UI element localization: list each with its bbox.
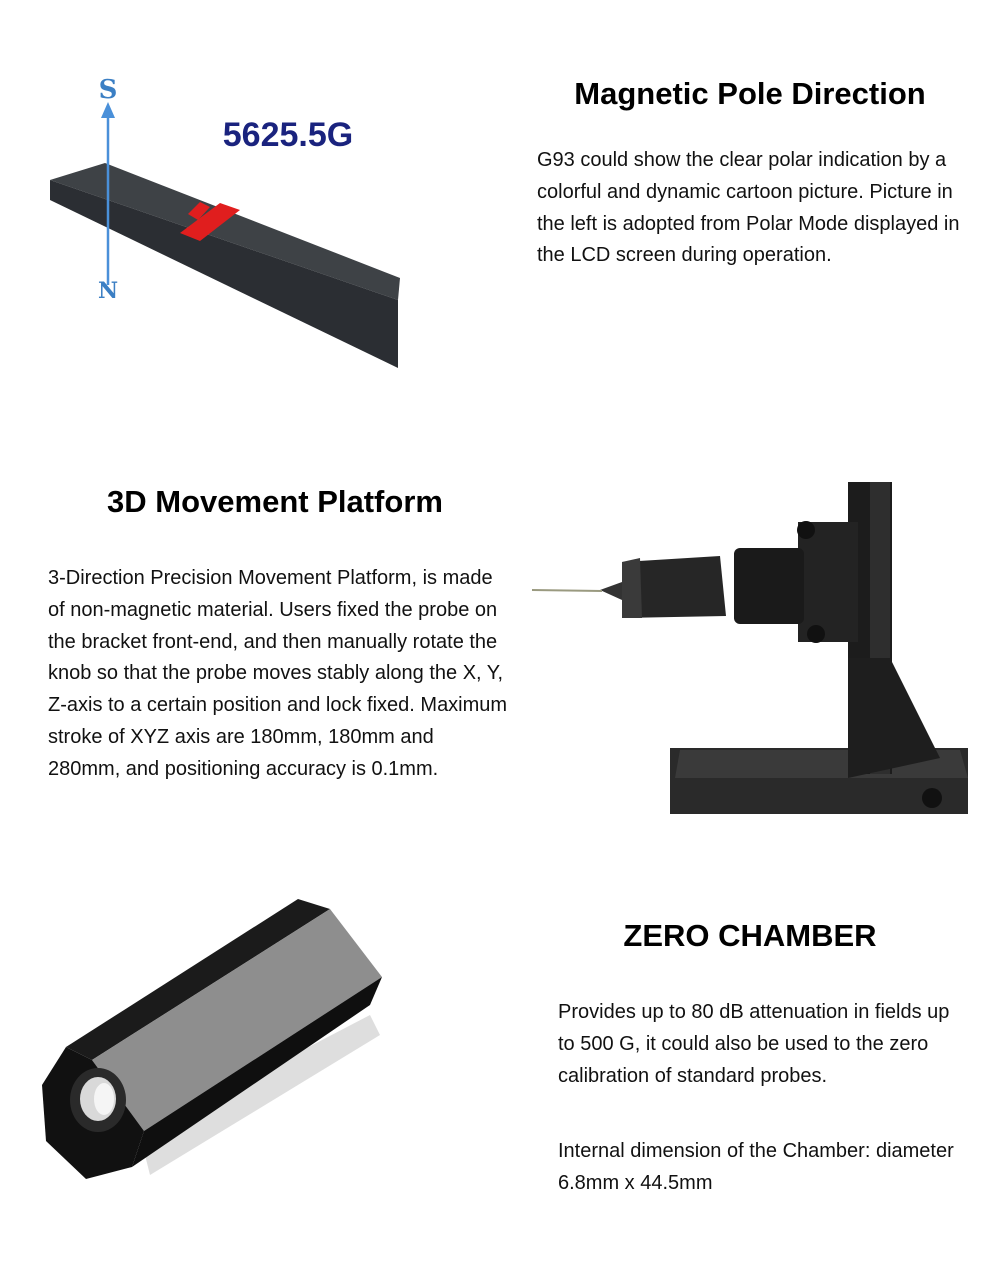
section-title-magnetic-pole: Magnetic Pole Direction: [574, 76, 926, 111]
section-text-3d-platform: 3-Direction Precision Movement Platform, is made of non-magnetic material. Users fixed the probe on the bracket front-end, and then manually rotate the knob so that the probe moves stably along the X, Y, Z-axis to a certain position and lock fixed. Maximum stroke of XYZ axis are 180mm, 180mm and 280mm, and positioning accuracy is 0.1mm.: [48, 567, 508, 780]
section-title-zero-chamber: ZERO CHAMBER: [623, 918, 877, 953]
pole-n-label: N: [97, 278, 119, 304]
zero-chamber-illustration: [40, 895, 390, 1190]
magnetic-pole-illustration: [40, 70, 410, 380]
pole-s-label: S: [98, 75, 118, 105]
knob: [922, 788, 942, 808]
section-title-3d-platform: 3D Movement Platform: [107, 484, 443, 519]
carriage: [798, 522, 858, 642]
rotary-stage: [734, 548, 804, 624]
section-text-magnetic-pole: G93 could show the clear polar indication by a colorful and dynamic cartoon picture. Picture in the left is adopted from Polar Mode displayed in the LCD screen during operation.: [537, 149, 960, 267]
probe-rod: [532, 590, 602, 591]
section-text-zero-chamber-1: Provides up to 80 dB attenuation in fields up to 500 G, it could also be used to the zero calibration of standard probes.: [558, 1001, 950, 1087]
section-text-zero-chamber-2: Internal dimension of the Chamber: diameter 6.8mm x 44.5mm: [558, 1140, 954, 1194]
movement-platform-photo: [530, 478, 970, 814]
gauss-reading: 5625.5G: [222, 116, 354, 154]
